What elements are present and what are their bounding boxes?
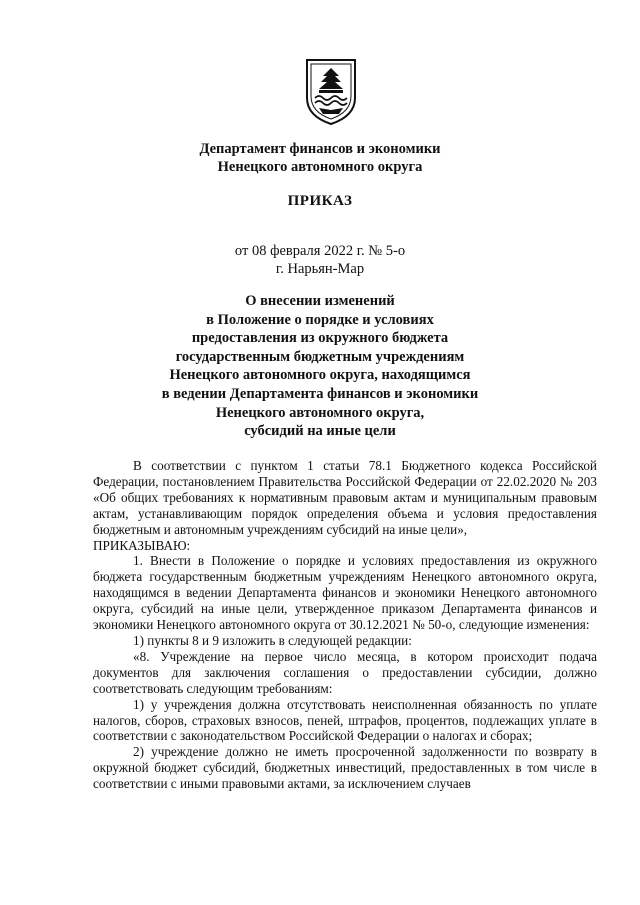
requirement-2-paragraph: 2) учреждение должно не иметь просроченной задолженности по возврату в окружной бюджет субсидий, бюджетных инвестиций, предоставленных в том числе в соответствии с иными правовыми актами, за исключением случаев — [93, 744, 597, 792]
preamble-paragraph: В соответствии с пунктом 1 статьи 78.1 Бюджетного кодекса Российской Федерации, постановлением Правительства Российской Федерации от 22.02.2020 № 203 «Об общих требованиях к нормативным правовым актам и муниципальным правовым актам, устанавливающим порядок определения объема и условия предоставления бюджетным и автономным учреждениям субсидий на иные цели», — [93, 458, 597, 537]
order-body — [93, 458, 597, 792]
requirement-1-paragraph: 1) у учреждения должна отсутствовать неисполненная обязанность по уплате налогов, сборов, страховых взносов, пеней, штрафов, процентов, подлежащих уплате в соответствии с законодательством Российской Федерации о налогах и сборах; — [93, 696, 597, 744]
title-line: в ведении Департамента финансов и экономики — [161, 385, 479, 402]
date-number: от 08 февраля 2022 г. № 5-о — [234, 243, 406, 259]
title-line: в Положение о порядке и условиях — [206, 311, 434, 328]
subclause-paragraph: 1) пункты 8 и 9 изложить в следующей редакции: — [133, 632, 412, 648]
title-line: Ненецкого автономного округа, находящимся — [169, 367, 471, 384]
title-line: Ненецкого автономного округа, — [215, 404, 425, 421]
document-type: ПРИКАЗ — [287, 193, 353, 209]
title-line: государственным бюджетным учреждениям — [175, 348, 465, 365]
order-directive: ПРИКАЗЫВАЮ: — [93, 537, 191, 553]
department-header — [0, 140, 640, 176]
date-and-place — [0, 242, 640, 278]
order-title — [0, 292, 640, 441]
coat-of-arms-emblem-icon — [301, 58, 361, 126]
department-line-2: Ненецкого автономного округа — [217, 159, 423, 175]
title-line: предоставления из окружного бюджета — [191, 330, 449, 347]
department-line-1: Департамент финансов и экономики — [199, 141, 441, 157]
item-8-paragraph: «8. Учреждение на первое число месяца, в котором происходит подача документов для заключения соглашения о предоставлении субсидии, должно соответствовать следующим требованиям: — [93, 648, 597, 696]
title-line: субсидий на иные цели — [244, 423, 396, 440]
city: г. Нарьян-Мар — [275, 261, 365, 277]
title-line: О внесении изменений — [245, 293, 395, 309]
clause-1-paragraph: 1. Внести в Положение о порядке и условиях предоставления из окружного бюджета государственным бюджетным учреждениям Ненецкого автономного округа, находящимся в ведении Департамента финансов и экономики Ненецкого автономного округа, субсидий на иные цели, утвержденное приказом Департамента финансов и экономики Ненецкого автономного округа от 30.12.2021 № 50-о, следующие изменения: — [93, 553, 597, 633]
